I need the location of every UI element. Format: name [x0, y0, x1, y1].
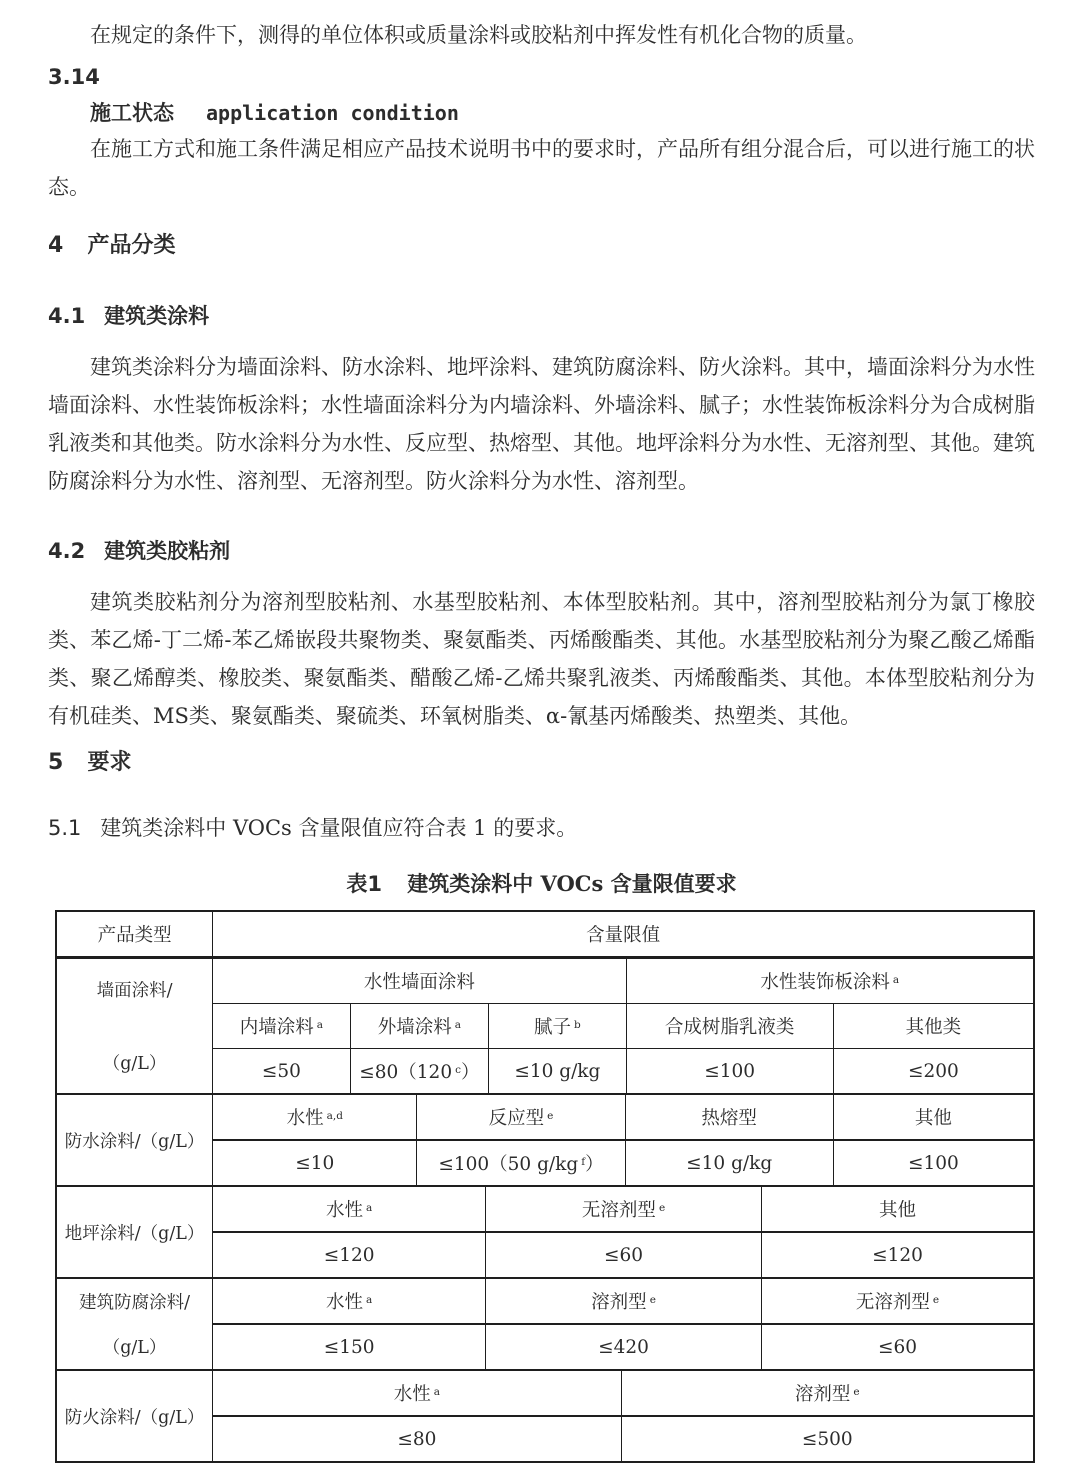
table-cell: ≤60: [877, 1336, 918, 1358]
table-row-label-line: 防火涂料/（g/L）: [64, 1407, 205, 1428]
table-row-label-line: 墙面涂料/: [96, 981, 173, 1001]
term-heading: [48, 96, 1035, 130]
table-cell: ≤80（120 $^c$ ）: [351, 1049, 489, 1093]
section-4-1-number: 4.1: [48, 304, 86, 328]
table-cell: 内墙涂料 $^a$: [213, 1004, 350, 1048]
table-cell: ≤150: [213, 1325, 486, 1369]
clause-5-1: [48, 810, 1035, 846]
section-4-1-heading: [48, 297, 1035, 335]
table-row: [213, 1325, 1033, 1369]
table-cell: 外墙涂料 $^a$: [351, 1004, 489, 1048]
table-cell: 水性墙面涂料: [213, 959, 626, 1003]
table-cell: ≤10 g/kg: [489, 1049, 626, 1093]
table-cell: 水性 $^a$: [213, 1187, 486, 1231]
table-row-label: [57, 1371, 213, 1461]
table-cell: 水性 $^{a,d}$: [213, 1095, 417, 1139]
table-cell: 热熔型: [626, 1095, 834, 1139]
table-cell: 其他类: [905, 1017, 962, 1038]
table-row-label-line: 建筑防腐涂料/: [79, 1293, 191, 1313]
vocs-limit-table: [55, 910, 1035, 1463]
table-cell: 无溶剂型 $^e$: [855, 1292, 940, 1313]
table-group: [57, 1371, 1033, 1461]
table-row-label-line: 地坪涂料/（g/L）: [64, 1223, 205, 1244]
table-group-cells: [213, 1371, 1033, 1461]
table-row-label: [57, 1095, 213, 1185]
table-group-cells: [213, 1279, 1033, 1369]
table1-caption-label: 表1: [346, 872, 383, 896]
table-header-product-type: 产品类型: [57, 912, 213, 956]
table-row-label: [57, 1279, 213, 1369]
table-group-cells: [213, 1095, 1033, 1185]
table-cell: 其他: [878, 1200, 916, 1221]
table-row: [213, 1095, 1033, 1141]
table-cell: ≤500: [801, 1428, 853, 1450]
table-row: [213, 1187, 1033, 1233]
table-cell: ≤420: [486, 1325, 762, 1369]
section-4-2-heading: [48, 532, 1035, 570]
table1-caption: [48, 867, 1035, 901]
table-cell: ≤10: [213, 1141, 417, 1185]
table-row-label: [57, 1187, 213, 1277]
clause-5-1-number: 5.1: [48, 816, 82, 840]
table-cell: ≤50: [213, 1049, 350, 1093]
table-cell: 水性 $^a$: [213, 1279, 486, 1323]
table-cell: ≤10 g/kg: [626, 1141, 834, 1185]
table-cell: 溶剂型 $^e$: [794, 1384, 860, 1405]
table-header-row: [57, 912, 1033, 959]
table-cell: 溶剂型 $^e$: [486, 1279, 762, 1323]
section-4-heading: [48, 226, 1035, 265]
table-cell: 合成树脂乳液类: [627, 1004, 834, 1048]
clause-3-14-number: 3.14: [48, 65, 100, 89]
section-4-title: 产品分类: [87, 232, 176, 258]
table-group: [57, 1095, 1033, 1187]
table-row-label: [57, 959, 213, 1093]
section-4-2-title: 建筑类胶粘剂: [104, 538, 231, 563]
table-cell: ≤120: [872, 1244, 923, 1266]
term-zh: 施工状态: [90, 100, 174, 125]
table-cell: ≤120: [213, 1233, 486, 1277]
section-5-title: 要求: [87, 749, 132, 775]
table-group: [57, 1187, 1033, 1279]
table-cell: ≤100: [627, 1049, 834, 1093]
table-row: [213, 1417, 1033, 1461]
table-header-content-limit: 含量限值: [586, 925, 661, 946]
table-group: [57, 1279, 1033, 1371]
table-group-cells: [213, 959, 1033, 1093]
table-cell: ≤60: [486, 1233, 762, 1277]
table-cell: ≤80: [213, 1417, 621, 1461]
table-cell: 水性 $^a$: [213, 1371, 621, 1415]
table1-caption-title: 建筑类涂料中 VOCs 含量限值要求: [407, 871, 737, 896]
table-cell: 反应型 $^e$: [417, 1095, 625, 1139]
table-cell: 水性装饰板涂料 $^a$: [760, 972, 900, 993]
table-row: [213, 1049, 1033, 1093]
section-4-2-body: 建筑类胶粘剂分为溶剂型胶粘剂、水基型胶粘剂、本体型胶粘剂。其中，溶剂型胶粘剂分为氯丁橡胶类、苯乙烯-丁二烯-苯乙烯嵌段共聚物类、聚氨酯类、丙烯酸酯类、其他。水基型胶粘剂分为聚乙酸乙烯酯类、聚乙烯醇类、橡胶类、聚氨酯类、醋酸乙烯-乙烯共聚乳液类、丙烯酸酯类、其他。本体型胶粘剂分为有机硅类、MS类、聚氨酯类、聚硫类、环氧树脂类、α-氰基丙烯酸类、热塑类、其他。: [48, 590, 1035, 728]
section-4-2-number: 4.2: [48, 539, 86, 563]
table-cell: 腻子 $^b$: [489, 1004, 626, 1048]
table-cell: ≤200: [907, 1060, 959, 1082]
intro-paragraph: 在规定的条件下，测得的单位体积或质量涂料或胶粘剂中挥发性有机化合物的质量。: [90, 23, 867, 47]
section-5-heading: [48, 743, 1035, 782]
table-group-cells: [213, 1187, 1033, 1277]
table-cell: 无溶剂型 $^e$: [486, 1187, 762, 1231]
section-5-number: 5: [48, 750, 64, 775]
section-4-number: 4: [48, 233, 64, 258]
table-row: [213, 1279, 1033, 1325]
term-definition: 在施工方式和施工条件满足相应产品技术说明书中的要求时，产品所有组分混合后，可以进行施工的状态。: [48, 137, 1035, 199]
table-row-label-line: （g/L）: [102, 1054, 167, 1074]
term-en: application condition: [206, 101, 459, 125]
table-row-label-line: （g/L）: [102, 1338, 167, 1358]
clause-5-1-text: 建筑类涂料中 VOCs 含量限值应符合表 1 的要求。: [100, 816, 578, 840]
table-row: [213, 1141, 1033, 1185]
table-cell: 其他: [914, 1108, 952, 1129]
section-4-1-body: 建筑类涂料分为墙面涂料、防水涂料、地坪涂料、建筑防腐涂料、防火涂料。其中，墙面涂料分为水性墙面涂料、水性装饰板涂料；水性墙面涂料分为内墙涂料、外墙涂料、腻子；水性装饰板涂料分为合成树脂乳液类和其他类。防水涂料分为水性、反应型、热熔型、其他。地坪涂料分为水性、无溶剂型、其他。建筑防腐涂料分为水性、溶剂型、无溶剂型。防火涂料分为水性、溶剂型。: [48, 355, 1035, 493]
table-row: [213, 1233, 1033, 1277]
table-row: [213, 959, 1033, 1004]
section-4-1-title: 建筑类涂料: [104, 303, 210, 328]
table-cell: ≤100（50 g/kg $^f$ ）: [417, 1141, 625, 1185]
table-row: [213, 1371, 1033, 1417]
table-row: [213, 1004, 1033, 1049]
table-cell: ≤100: [907, 1152, 959, 1174]
table-group: [57, 959, 1033, 1095]
table-row-label-line: 防水涂料/（g/L）: [64, 1131, 205, 1152]
